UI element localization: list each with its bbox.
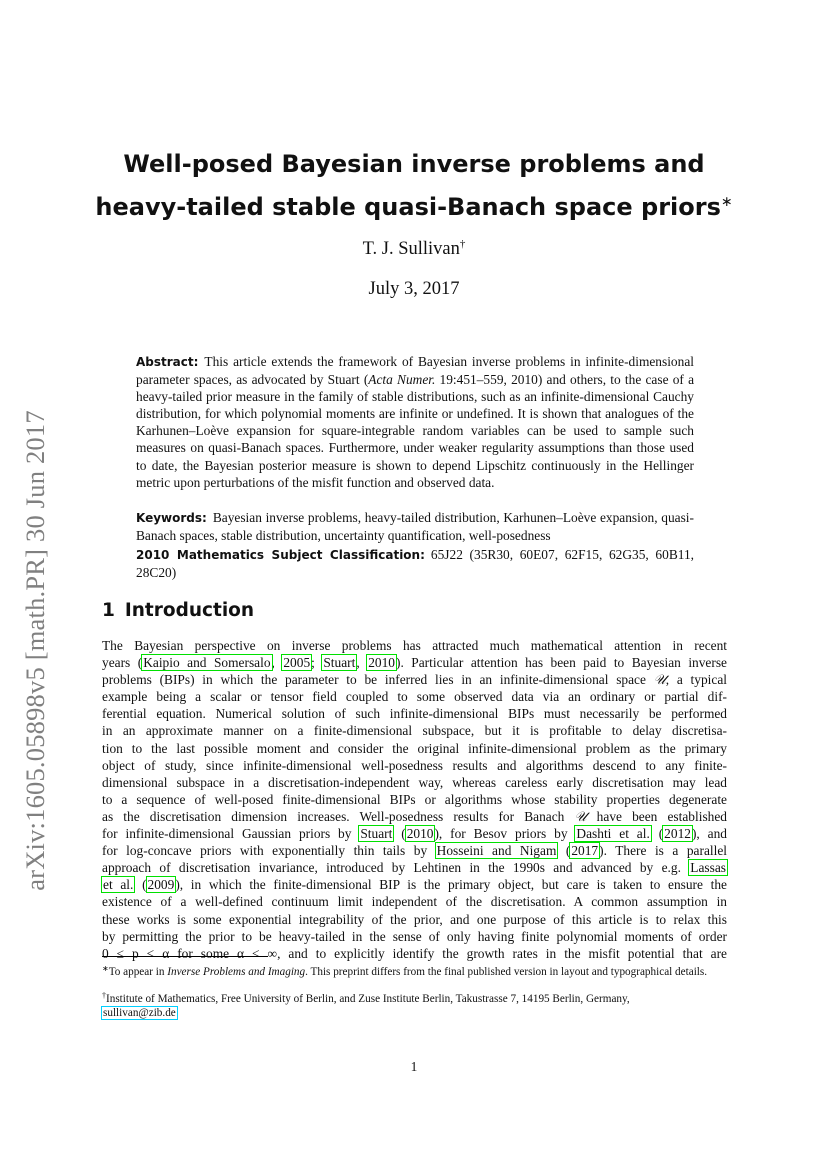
title-footnote-mark: ∗ (720, 194, 733, 210)
intro-line: 0 ≤ p < α for some α < ∞, and to explicitly identify the growth rates in the misfit potential that are (102, 945, 727, 961)
keywords-text: Bayesian inverse problems, heavy-tailed distribution, Karhunen–Loève expansion, quasi-Banach spaces, stable distribution, uncertainty quantification, well-posedness (136, 510, 694, 544)
footnote-2: †Institute of Mathematics, Free University of Berlin, and Zuse Institute Berlin, Takustrasse 7, 14195 Berlin, Germany, sullivan@zib.de (102, 991, 630, 1019)
abstract (136, 353, 694, 491)
abstract-journal: Acta Numer. (368, 372, 436, 388)
citation-link[interactable]: Lassas (690, 860, 726, 876)
intro-line: et al. (2009), in which the finite-dimensional BIP is the primary object, but care is taken to ensure the (103, 877, 727, 893)
msc-label: 2010 Mathematics Subject Classification: (136, 548, 425, 562)
date: July 3, 2017 (368, 279, 460, 299)
citation-link[interactable]: 2005 (283, 655, 311, 671)
intro-line: object of study, since infinite-dimensional well-posedness results and algorithms descend to any finite- (102, 757, 727, 773)
section-number: 1 (102, 600, 115, 621)
citation-link[interactable]: Hosseini and Nigam (436, 843, 557, 859)
intro-line: approach of discretisation invariance, introduced by Lehtinen in the 1990s and advanced by e.g. Lassas (102, 860, 726, 876)
keywords-label: Keywords: (136, 511, 207, 525)
intro-line: in an approximate manner on a finite-dimensional subspace, but it is profitable to delay discretisa- (102, 723, 727, 739)
intro-line: these works is some exponential integrability of the prior, and one purpose of this article is to relax this (102, 911, 727, 927)
citation-link[interactable]: 2012 (664, 826, 691, 842)
citation-link[interactable]: et al. (103, 877, 134, 893)
footnote-1: ∗To appear in Inverse Problems and Imaging. This preprint differs from the final published version in layout and typographical details. (102, 964, 708, 978)
page-number: 1 (410, 1059, 418, 1074)
footnote-2-mark: † (102, 991, 106, 1000)
intro-line: existence of a well-defined continuum limit independent of the discretisation. A common assumption in (102, 894, 727, 910)
citation-link[interactable]: 2010 (406, 826, 434, 842)
footnote-1-journal: Inverse Problems and Imaging (167, 966, 306, 978)
intro-line: by permitting the prior to be heavy-tailed in the sense of only having finite polynomial moments of order (102, 928, 727, 944)
msc-classification (136, 546, 694, 581)
intro-line: The Bayesian perspective on inverse problems has attracted much mathematical attention in recent (102, 638, 727, 653)
author-name: T. J. Sullivan (362, 239, 460, 259)
author (0, 238, 828, 260)
abstract-text-b: 19:451–559, 2010) and others, to the case of a heavy-tailed prior measure in the family of stable distributions, such as an infinite-dimensional Cauchy distribution, for which polynomial moments are infinite or undefined. It is shown that analogues of the Karhunen–Loève expansion for square-integrable random variables can be used to sample such measures on quasi-Banach spaces. Furthermore, under weaker regularity assumptions than those used to date, the Bayesian posterior measure is shown to depend Lipschitz continuously in the Hellinger metric upon perturbations of the misfit function and observed data. (136, 372, 695, 490)
intro-line: years (Kaipio and Somersalo, 2005; Stuart, 2010). Particular attention has been paid to Bayesian inverse (102, 655, 727, 671)
footnote-1-mark: ∗ (102, 964, 109, 973)
intro-line: to a sequence of well-posed finite-dimensional BIPs or algorithms whose stability properties degenerate (102, 791, 727, 807)
intro-paragraph (102, 637, 727, 962)
citation-link[interactable]: 2009 (147, 877, 175, 893)
paper-title-text: heavy-tailed stable quasi-Banach space priors (95, 193, 721, 221)
intro-line: ferential equation. Numerical solution of such infinite-dimensional BIPs must necessarily be performed (102, 706, 727, 722)
abstract-label: Abstract: (136, 355, 199, 369)
intro-line: for infinite-dimensional Gaussian priors by Stuart (2010), for Besov priors by Dashti et al. (2012), and (102, 826, 727, 842)
section-title: Introduction (124, 600, 255, 621)
arxiv-sidebar-stamp (14, 350, 56, 950)
citation-link[interactable]: 2010 (368, 655, 395, 671)
intro-line: example being a scalar or tensor field coupled to some observed data via an ordinary or partial dif- (102, 689, 727, 705)
citation-link[interactable]: 2017 (571, 843, 599, 859)
intro-line: problems (BIPs) in which the parameter to be inferred lies in an infinite-dimensional space 𝒰, a typical (102, 672, 727, 688)
abstract-text-a: This article extends the framework of Bayesian inverse problems in infinite-dimensional parameter spaces, as advocated by Stuart ( (136, 354, 694, 388)
section-heading (102, 600, 254, 621)
email-link[interactable]: sullivan@zib.de (103, 1007, 176, 1019)
paper-title-line-1: Well-posed Bayesian inverse problems and (123, 150, 705, 178)
keywords (136, 509, 694, 544)
msc-text: 65J22 (35R30, 60E07, 62F15, 62G35, 60B11, 28C20) (136, 547, 694, 581)
intro-line: for log-concave priors with exponentially thin tails by Hosseini and Nigam (2017). There is a parallel (102, 843, 728, 859)
author-footnote-mark: † (459, 238, 466, 250)
arxiv-identifier: arXiv:1605.05898v5 [math.PR] 30 Jun 2017 (19, 409, 50, 891)
paper-title-line-2 (0, 183, 828, 226)
citation-link[interactable]: Stuart (360, 826, 393, 842)
intro-line: as the discretisation dimension increases. Well-posedness results for Banach 𝒰 have been established (102, 808, 727, 824)
citation-link[interactable]: Dashti et al. (576, 826, 650, 842)
footnote-rule (102, 956, 268, 957)
intro-line: dimensional subspace in a discretisation-independent way, whereas careless early discretisation may lead (102, 774, 727, 790)
space-symbol: 𝒰 (653, 672, 666, 688)
space-symbol: 𝒰 (574, 808, 587, 824)
intro-line: tion to the last possible moment and consider the original infinite-dimensional problem as the primary (102, 740, 727, 756)
citation-link[interactable]: Kaipio and Somersalo (143, 655, 271, 671)
citation-link[interactable]: Stuart (323, 655, 356, 671)
